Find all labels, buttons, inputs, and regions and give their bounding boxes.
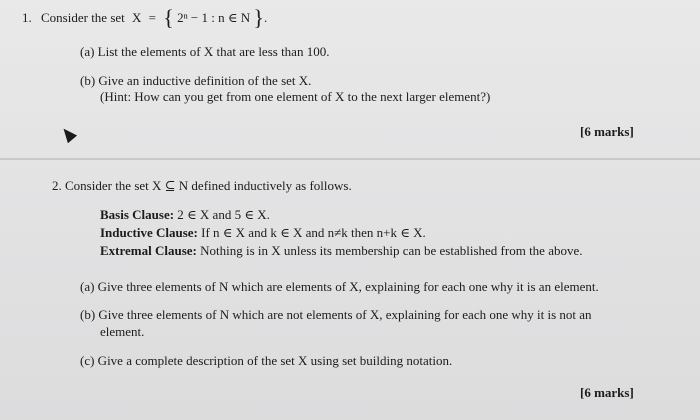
question-1a: (a) List the elements of X that are less than 100. (80, 44, 330, 59)
inductive-clause (100, 225, 426, 241)
basis-clause-label: Basis Clause: (100, 207, 175, 222)
close-brace: } (253, 5, 264, 30)
question-2a: (a) Give three elements of N which are elements of X, explaining for each one why it is an element. (80, 279, 599, 294)
set-period: . (263, 10, 268, 25)
question-1b-hint: (Hint: How can you get from one element of X to the next larger element?) (100, 89, 491, 104)
basis-clause (100, 207, 270, 223)
open-brace: { (163, 5, 174, 30)
set-name: X (132, 10, 142, 25)
inductive-clause-label: Inductive Clause: (100, 225, 198, 240)
question-1-prompt: Consider the set (41, 10, 125, 25)
basis-clause-text: 2 ∈ X and 5 ∈ X. (174, 207, 270, 222)
question-2b-line2: element. (100, 324, 145, 339)
question-2b-line1: (b) Give three elements of N which are not elements of X, explaining for each one why it is not an (80, 307, 592, 322)
set-body: 2ⁿ − 1 : n ∈ N (177, 10, 251, 25)
question-2-intro: 2. Consider the set X ⊆ N defined inductively as follows. (52, 178, 352, 193)
question-2c: (c) Give a complete description of the set X using set building notation. (80, 353, 453, 368)
question-1b: (b) Give an inductive definition of the set X. (80, 73, 312, 88)
extremal-clause-text: Nothing is in X unless its membership can be established from the above. (196, 243, 583, 258)
inductive-clause-text: If n ∈ X and k ∈ X and n≠k then n+k ∈ X. (197, 225, 426, 240)
set-definition (132, 5, 268, 30)
question-1-marks: [6 marks] (580, 124, 634, 139)
mouse-cursor-icon (59, 125, 77, 143)
extremal-clause (100, 243, 583, 259)
question-1-number: 1. (22, 10, 32, 25)
extremal-clause-label: Extremal Clause: (100, 243, 197, 258)
question-1-heading (22, 5, 268, 30)
equals-sign: = (148, 10, 156, 25)
section-divider (0, 158, 700, 160)
question-2-marks: [6 marks] (580, 385, 634, 400)
